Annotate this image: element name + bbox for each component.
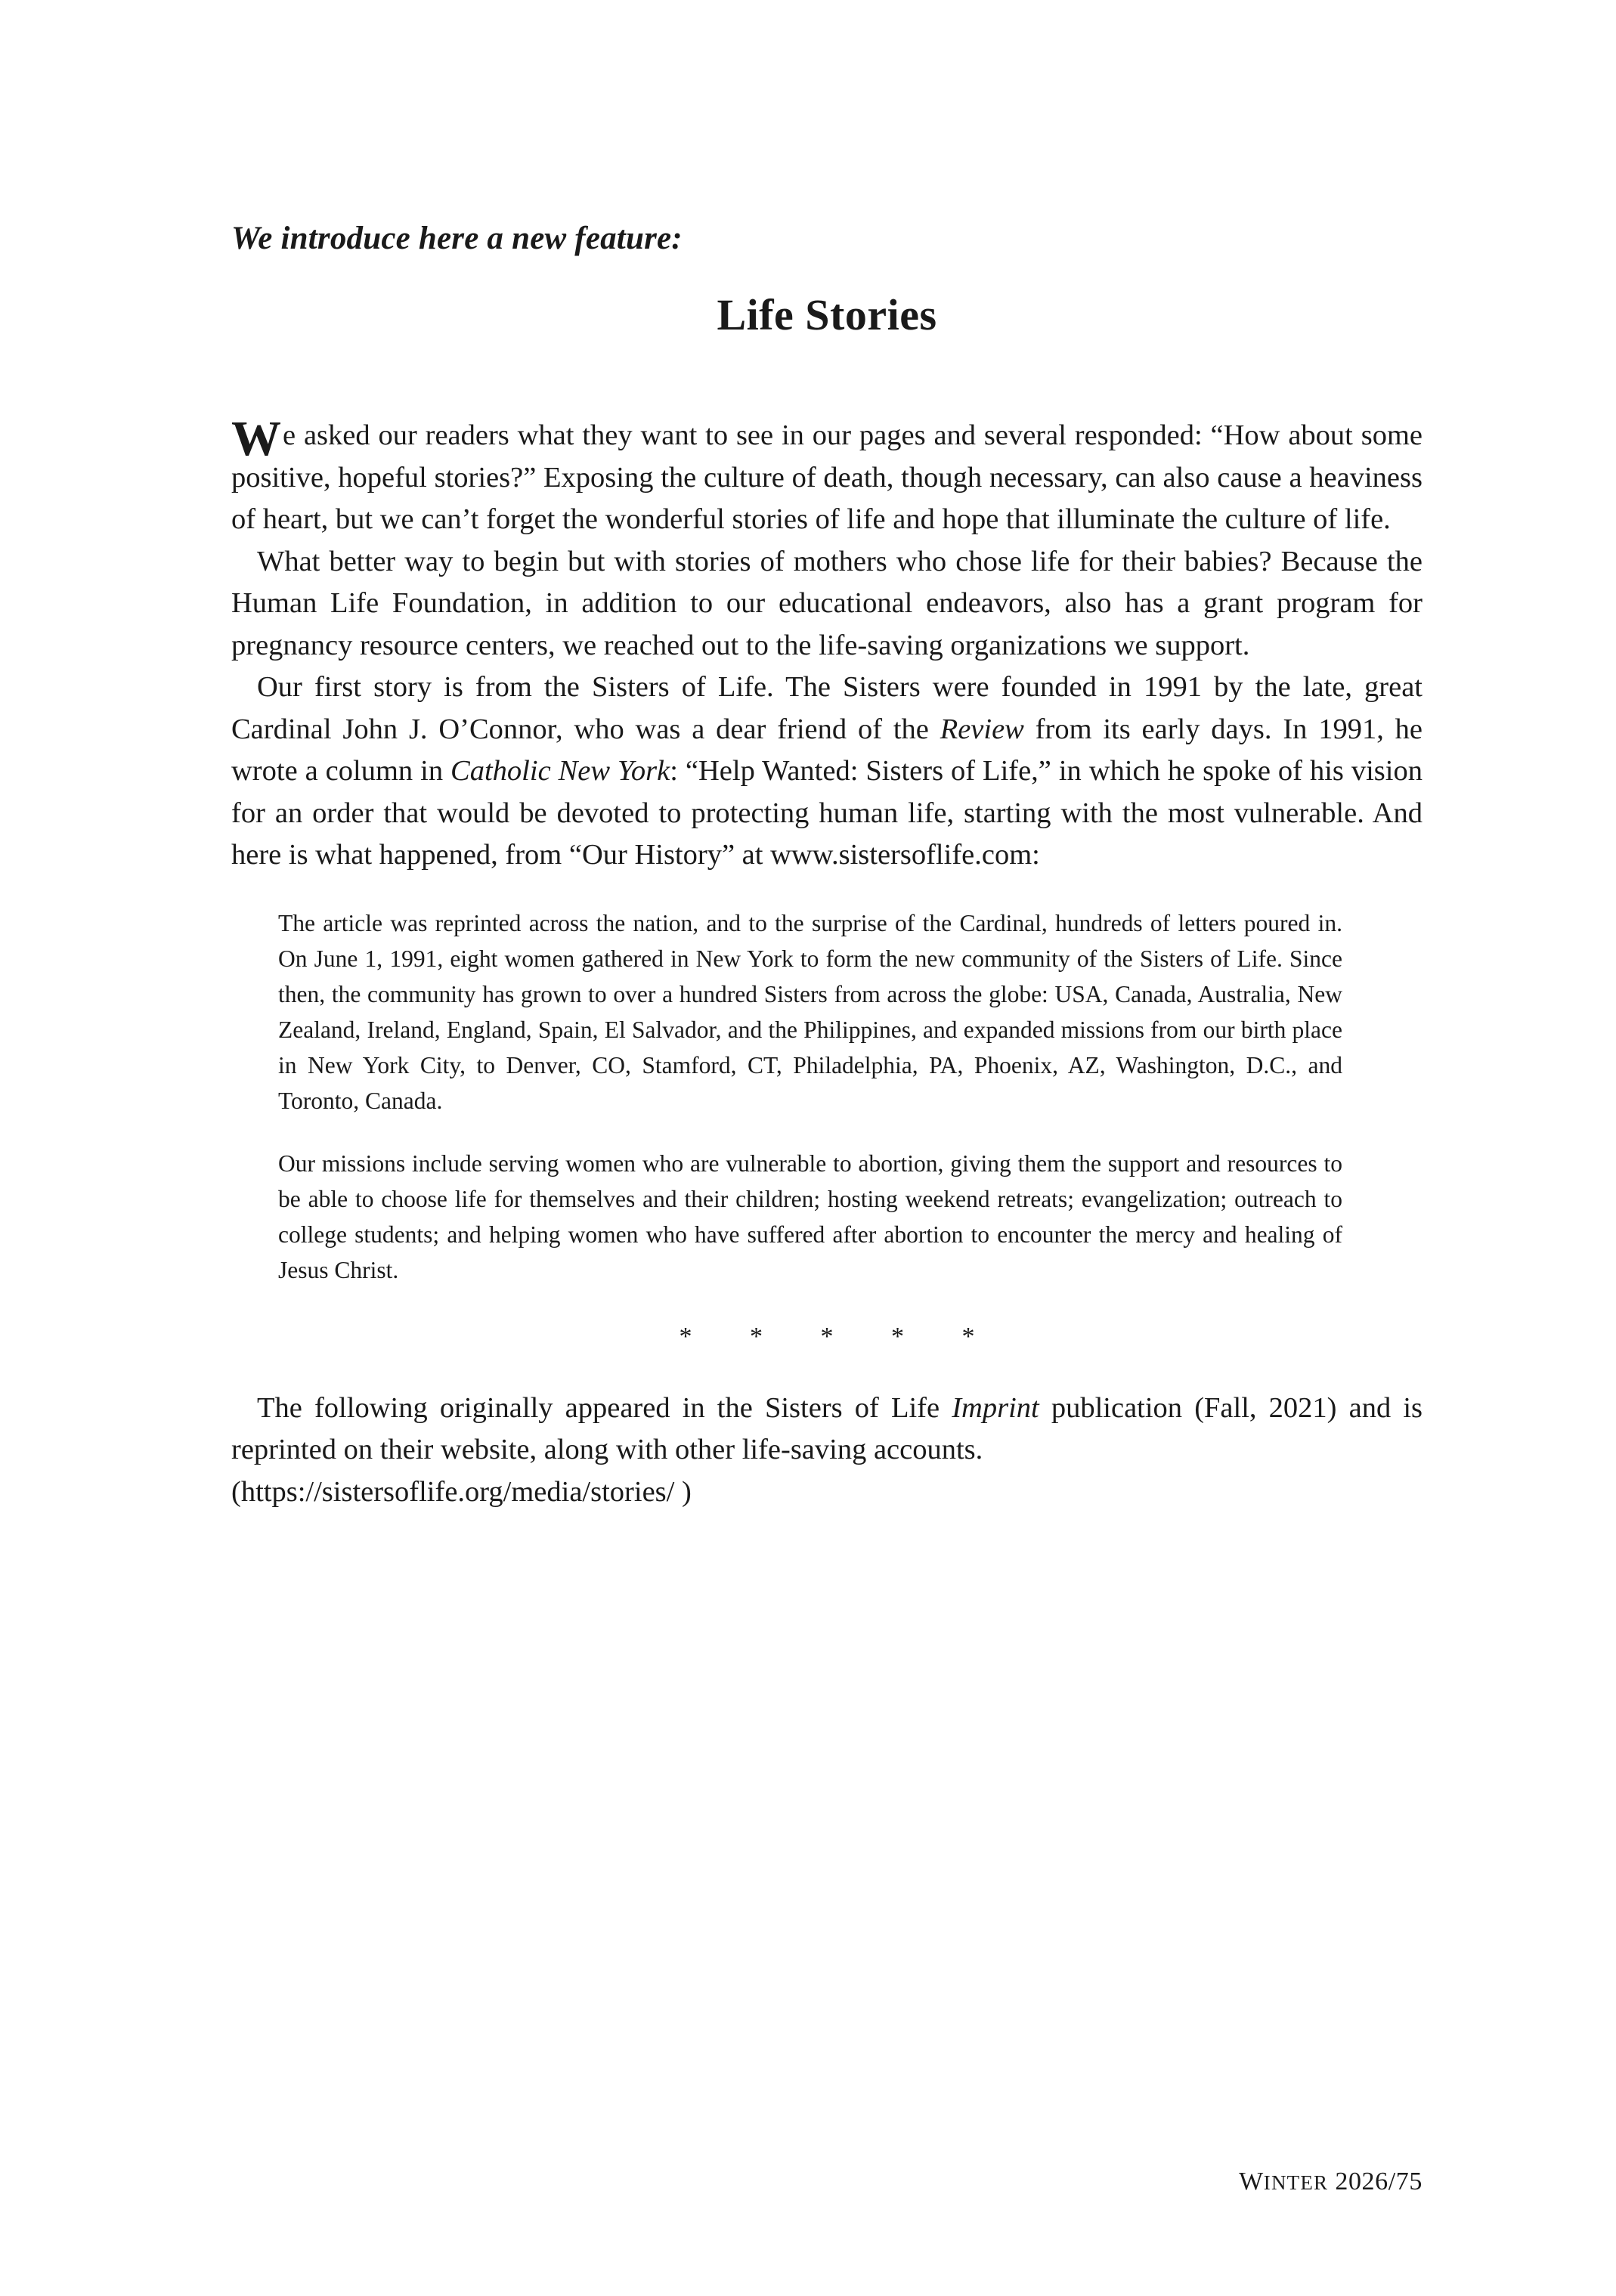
closing-part-2: publication (Fall, 2021) and is reprinted on their website, along with other life-saving accounts. <box>231 1391 1423 1466</box>
page-content <box>231 221 1423 1513</box>
paragraph-1-text: e asked our readers what they want to see in our pages and several responded: “How about some positive, hopeful stories?” Exposing the culture of death, though necessary, can also cause a heaviness of heart, but we can’t forget the wonderful stories of life and hope that illuminate the culture of life. <box>231 419 1423 536</box>
paragraph-3-part-3: : “Help Wanted: Sisters of Life,” in which he spoke of his vision for an order that would be devoted to protecting human life, starting with the most vulnerable. And here is what happened, from “Our History” at www.sistersoflife.com: <box>231 755 1423 871</box>
footer-issue-number: 2026/75 <box>1328 2168 1423 2195</box>
paragraph-3-part-1: Our first story is from the Sisters of Life. The Sisters were founded in 1991 by the late, great Cardinal John J. O’Connor, who was a dear friend of the <box>231 671 1423 745</box>
page-title: Life Stories <box>717 290 937 340</box>
source-url: (https://sistersoflife.org/media/stories/ ) <box>231 1475 692 1508</box>
paragraph-2: What better way to begin but with stories of mothers who chose life for their babies? Because the Human Life Foundation, in addition to our educational endeavors, also has a grant program for pregnancy resource centers, we reached out to the life-saving organizations we support. <box>231 545 1423 661</box>
publication-name-review: Review <box>940 713 1024 745</box>
paragraph-1 <box>231 411 1423 541</box>
closing-paragraph <box>231 1388 1423 1514</box>
extract-paragraph-2: Our missions include serving women who are vulnerable to abortion, giving them the support and resources to be able to choose life for themselves and their children; hosting weekend retreats; evangelization; outreach to college students; and helping women who have suffered after abortion to encounter the mercy and healing of Jesus Christ. <box>278 1150 1342 1283</box>
publication-name-catholic-new-york: Catholic New York <box>450 755 670 788</box>
running-footer <box>1239 2169 1423 2195</box>
quoted-extract <box>231 905 1423 1288</box>
publication-name-imprint: Imprint <box>952 1391 1039 1424</box>
article-body <box>231 411 1423 877</box>
drop-cap-initial: W <box>231 411 281 467</box>
paragraph-3-part-2: from its early days. In 1991, he wrote a column in <box>231 713 1423 788</box>
extract-paragraph-1: The article was reprinted across the nation, and to the surprise of the Cardinal, hundreds of letters poured in. On June 1, 1991, eight women gathered in New York to form the new community of the Sisters of Life. Since then, the community has grown to over a hundred Sisters from across the globe: USA, Canada, Australia, New Zealand, Ireland, England, Spain, El Salvador, and the Philippines, and expanded missions from our birth place in New York City, to Denver, CO, Stamford, CT, Philadelphia, PA, Phoenix, AZ, Washington, D.C., and Toronto, Canada. <box>278 909 1342 1114</box>
footer-season-rest: INTER <box>1263 2171 1329 2194</box>
closing-part-1: The following originally appeared in the Sisters of Life <box>257 1391 952 1424</box>
asterisk-separator: * * * * * <box>679 1322 1001 1351</box>
closing-note <box>231 1388 1423 1514</box>
paragraph-3 <box>231 667 1423 877</box>
footer-season-initial: W <box>1239 2168 1264 2195</box>
feature-kicker: We introduce here a new feature: <box>231 221 683 256</box>
